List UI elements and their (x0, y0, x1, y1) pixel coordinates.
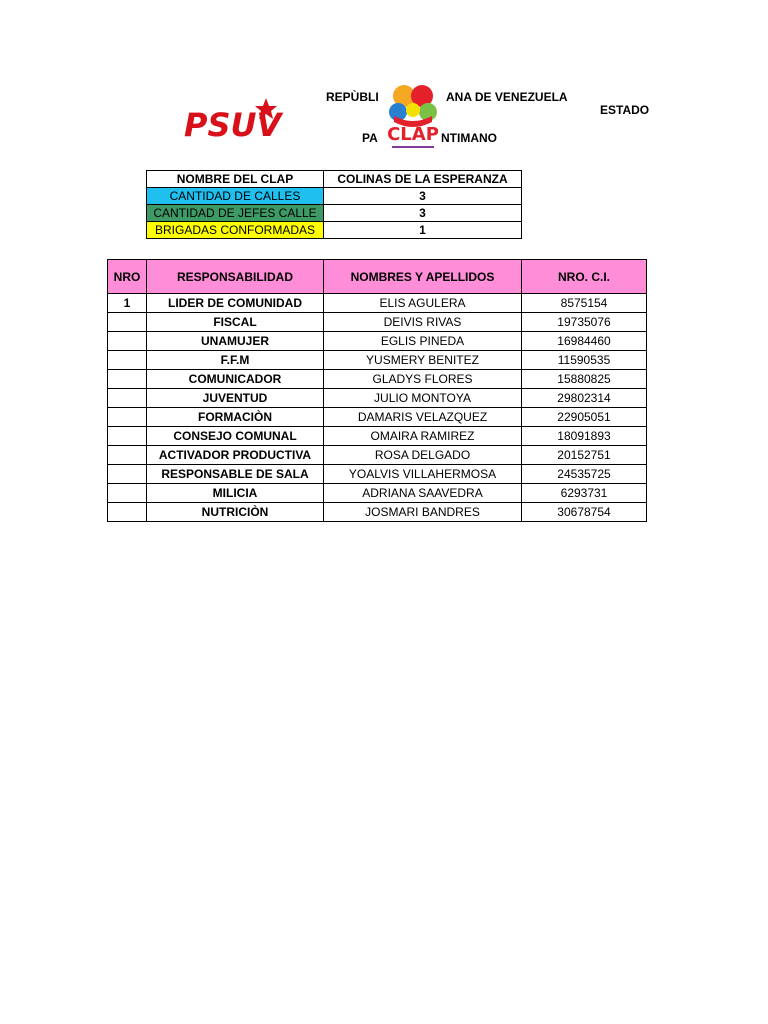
column-header-responsabilidad: RESPONSABILIDAD (147, 260, 324, 294)
summary-value: COLINAS DE LA ESPERANZA (324, 171, 522, 188)
staff-nro-cell (108, 408, 147, 427)
psuv-logo-text: PSUV (184, 106, 282, 140)
summary-row (147, 188, 522, 205)
summary-value: 3 (324, 188, 522, 205)
clap-logo-text: CLAP (387, 124, 439, 145)
summary-label: NOMBRE DEL CLAP (147, 171, 324, 188)
staff-ci-cell: 20152751 (522, 446, 647, 465)
staff-nro-cell (108, 484, 147, 503)
staff-nro-cell: 1 (108, 294, 147, 313)
staff-ci-cell: 6293731 (522, 484, 647, 503)
staff-ci-cell: 29802314 (522, 389, 647, 408)
header-state-label: ESTADO (600, 103, 650, 117)
staff-name-cell: JOSMARI BANDRES (324, 503, 522, 522)
staff-ci-cell: 19735076 (522, 313, 647, 332)
staff-name-cell: EGLIS PINEDA (324, 332, 522, 351)
staff-name-cell: DEIVIS RIVAS (324, 313, 522, 332)
staff-role-cell: LIDER DE COMUNIDAD (147, 294, 324, 313)
psuv-logo (184, 96, 294, 140)
staff-ci-cell: 11590535 (522, 351, 647, 370)
staff-name-cell: ELIS AGULERA (324, 294, 522, 313)
summary-label: CANTIDAD DE CALLES (147, 188, 324, 205)
staff-role-cell: NUTRICIÒN (147, 503, 324, 522)
staff-role-cell: FORMACIÒN (147, 408, 324, 427)
staff-ci-cell: 8575154 (522, 294, 647, 313)
staff-ci-cell: 15880825 (522, 370, 647, 389)
staff-nro-cell (108, 332, 147, 351)
summary-label: CANTIDAD DE JEFES CALLE (147, 205, 324, 222)
summary-row (147, 222, 522, 239)
column-header-nro: NRO (108, 260, 147, 294)
clap-logo (380, 82, 446, 154)
header-title-line1-left: REPÙBLI (326, 90, 379, 104)
staff-role-cell: FISCAL (147, 313, 324, 332)
table-row (108, 294, 647, 313)
staff-ci-cell: 22905051 (522, 408, 647, 427)
staff-name-cell: ADRIANA SAAVEDRA (324, 484, 522, 503)
table-row (108, 484, 647, 503)
staff-role-cell: JUVENTUD (147, 389, 324, 408)
header-title-line2-right: NTIMANO (441, 131, 497, 145)
staff-name-cell: GLADYS FLORES (324, 370, 522, 389)
staff-table-header (108, 260, 647, 294)
staff-name-cell: YOALVIS VILLAHERMOSA (324, 465, 522, 484)
staff-name-cell: DAMARIS VELAZQUEZ (324, 408, 522, 427)
clap-summary-table (146, 170, 522, 239)
staff-name-cell: JULIO MONTOYA (324, 389, 522, 408)
table-row (108, 408, 647, 427)
summary-row (147, 171, 522, 188)
table-row (108, 370, 647, 389)
staff-role-cell: COMUNICADOR (147, 370, 324, 389)
staff-table (107, 259, 647, 522)
staff-nro-cell (108, 503, 147, 522)
summary-row (147, 205, 522, 222)
staff-nro-cell (108, 427, 147, 446)
staff-role-cell: UNAMUJER (147, 332, 324, 351)
staff-role-cell: ACTIVADOR PRODUCTIVA (147, 446, 324, 465)
table-row (108, 465, 647, 484)
staff-nro-cell (108, 389, 147, 408)
staff-nro-cell (108, 446, 147, 465)
staff-name-cell: ROSA DELGADO (324, 446, 522, 465)
header-title-line1-right: ANA DE VENEZUELA (446, 90, 568, 104)
staff-role-cell: CONSEJO COMUNAL (147, 427, 324, 446)
table-row (108, 332, 647, 351)
staff-ci-cell: 16984460 (522, 332, 647, 351)
staff-nro-cell (108, 370, 147, 389)
staff-ci-cell: 18091893 (522, 427, 647, 446)
staff-ci-cell: 24535725 (522, 465, 647, 484)
table-row (108, 351, 647, 370)
column-header-nombres: NOMBRES Y APELLIDOS (324, 260, 522, 294)
table-row (108, 446, 647, 465)
table-row (108, 503, 647, 522)
table-row (108, 313, 647, 332)
staff-nro-cell (108, 313, 147, 332)
table-row (108, 427, 647, 446)
staff-role-cell: RESPONSABLE DE SALA (147, 465, 324, 484)
staff-role-cell: MILICIA (147, 484, 324, 503)
table-row (108, 389, 647, 408)
staff-ci-cell: 30678754 (522, 503, 647, 522)
column-header-ci: NRO. C.I. (522, 260, 647, 294)
summary-label: BRIGADAS CONFORMADAS (147, 222, 324, 239)
header-title-line2-left: PA (362, 131, 378, 145)
staff-nro-cell (108, 465, 147, 484)
staff-role-cell: F.F.M (147, 351, 324, 370)
summary-value: 3 (324, 205, 522, 222)
staff-nro-cell (108, 351, 147, 370)
summary-value: 1 (324, 222, 522, 239)
staff-name-cell: OMAIRA RAMIREZ (324, 427, 522, 446)
staff-name-cell: YUSMERY BENITEZ (324, 351, 522, 370)
